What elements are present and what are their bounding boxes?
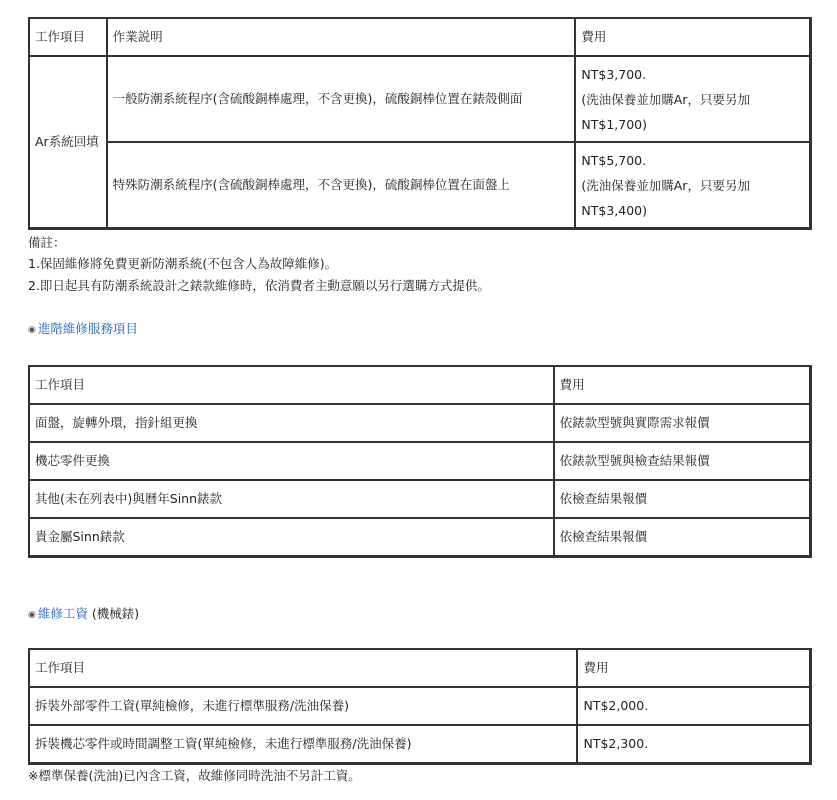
header-work-item: 工作項目 bbox=[29, 649, 577, 687]
repair-table-ar bbox=[28, 17, 812, 230]
row-item: 機芯零件更換 bbox=[29, 442, 554, 480]
section-title-advanced: 進階維修服務項目 bbox=[37, 321, 138, 336]
header-fee: 費用 bbox=[577, 649, 810, 687]
table-row bbox=[29, 56, 810, 142]
header-description: 作業説明 bbox=[107, 18, 576, 56]
row-item: 拆裝機芯零件或時間調整工資(單純檢修，未進行標準服務/洗油保養) bbox=[29, 725, 577, 763]
row-fee: 依檢查結果報價 bbox=[554, 518, 810, 556]
row-fee: NT$3,700. (洗油保養並加購Ar，只要另加 NT$1,700) bbox=[575, 56, 810, 142]
row-fee: 依錶款型號與實際需求報價 bbox=[554, 404, 810, 442]
bullet-icon: ◉ bbox=[28, 610, 36, 620]
row-fee: 依檢查結果報價 bbox=[554, 480, 810, 518]
table-row bbox=[29, 142, 810, 228]
row-item: 其他(未在列表中)與曆年Sinn錶款 bbox=[29, 480, 554, 518]
table-header-row bbox=[29, 366, 810, 404]
row-fee: 依錶款型號與檢查結果報價 bbox=[554, 442, 810, 480]
table-row bbox=[29, 518, 810, 556]
table-row bbox=[29, 404, 810, 442]
header-fee: 費用 bbox=[554, 366, 810, 404]
group-label-ar: Ar系統回填 bbox=[29, 56, 107, 228]
row-fee: NT$5,700. (洗油保養並加購Ar，只要另加 NT$3,400) bbox=[575, 142, 810, 228]
row-description: 特殊防潮系統程序(含硫酸銅棒處理，不含更換)，硫酸銅棒位置在面盤上 bbox=[107, 142, 576, 228]
row-item: 貴金屬Sinn錶款 bbox=[29, 518, 554, 556]
section-heading-advanced bbox=[28, 320, 138, 339]
table-header-row bbox=[29, 18, 810, 56]
row-fee: NT$2,000. bbox=[577, 687, 810, 725]
notes-title: 備註： bbox=[28, 235, 66, 250]
table-header-row bbox=[29, 649, 810, 687]
section-title-labor-link[interactable]: 維修工資 bbox=[37, 606, 88, 621]
table-row bbox=[29, 687, 810, 725]
row-item: 拆裝外部零件工資(單純檢修，未進行標準服務/洗油保養) bbox=[29, 687, 577, 725]
header-work-item: 工作項目 bbox=[29, 366, 554, 404]
row-fee: NT$2,300. bbox=[577, 725, 810, 763]
note-item: 2.即日起具有防潮系統設計之錶款維修時，依消費者主動意願以另行選購方式提供。 bbox=[28, 278, 490, 293]
advanced-service-table bbox=[28, 365, 812, 558]
row-item: 面盤，旋轉外環，指針組更換 bbox=[29, 404, 554, 442]
bullet-icon: ◉ bbox=[28, 325, 36, 335]
header-work-item: 工作項目 bbox=[29, 18, 107, 56]
labor-fee-table bbox=[28, 648, 812, 765]
header-fee: 費用 bbox=[575, 18, 810, 56]
section-heading-labor bbox=[28, 605, 139, 624]
footnote: ※標準保養(洗油)已內含工資，故維修同時洗油不另計工資。 bbox=[28, 768, 361, 783]
table-row bbox=[29, 725, 810, 763]
table-row bbox=[29, 480, 810, 518]
section-title-labor-suffix: (機械錶) bbox=[87, 606, 140, 621]
note-item: 1.保固維修將免費更新防潮系統(不包含人為故障維修)。 bbox=[28, 256, 338, 271]
row-description: 一般防潮系統程序(含硫酸銅棒處理，不含更換)，硫酸銅棒位置在錶殼側面 bbox=[107, 56, 576, 142]
table-row bbox=[29, 442, 810, 480]
